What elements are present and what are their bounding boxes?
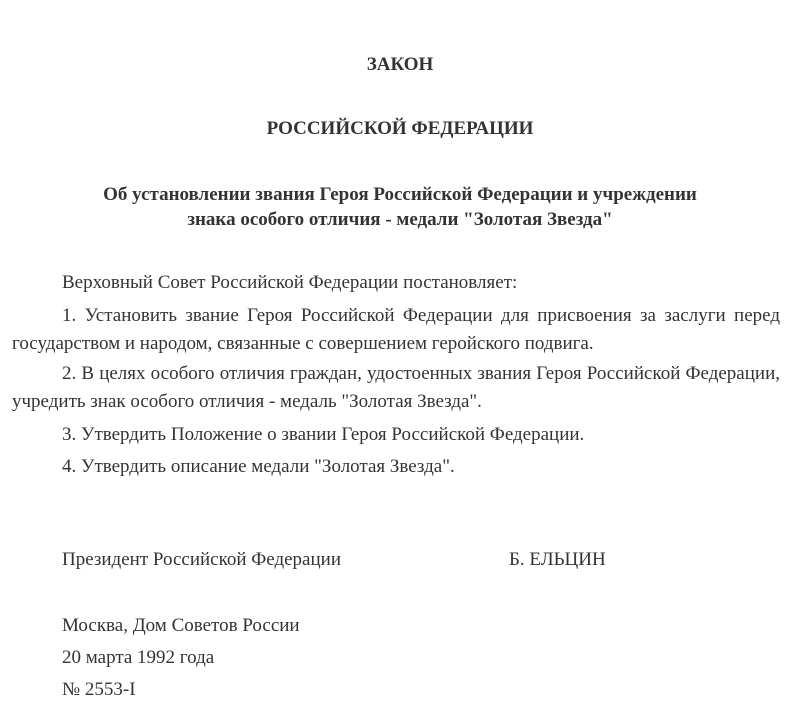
law-name-line2: знака особого отличия - медали "Золотая Звезда"	[187, 209, 613, 230]
item-4: 4. Утвердить описание медали "Золотая Звезда".	[62, 456, 455, 477]
law-title: ЗАКОН	[366, 54, 434, 75]
law-number: № 2553-I	[62, 679, 136, 700]
item-2: 2. В целях особого отличия граждан, удостоенных звания Героя Российской Федерации, учредить знак особого отличия - медаль "Золотая Звезда".	[12, 363, 780, 412]
place: Москва, Дом Советов России	[62, 615, 300, 636]
signature-name: Б. ЕЛЬЦИН	[509, 549, 606, 570]
law-subtitle: РОССИЙСКОЙ ФЕДЕРАЦИИ	[266, 118, 534, 139]
signature-position: Президент Российской Федерации	[62, 549, 341, 570]
item-3: 3. Утвердить Положение о звании Героя Российской Федерации.	[62, 424, 585, 445]
law-name-line1: Об установлении звания Героя Российской Федерации и учреждении	[103, 184, 697, 205]
item-1: 1. Установить звание Героя Российской Федерации для присвоения за заслуги перед государством и народом, связанные с совершением геройского подвига.	[12, 305, 780, 354]
date: 20 марта 1992 года	[62, 647, 215, 668]
preamble: Верховный Совет Российской Федерации постановляет:	[62, 272, 518, 293]
